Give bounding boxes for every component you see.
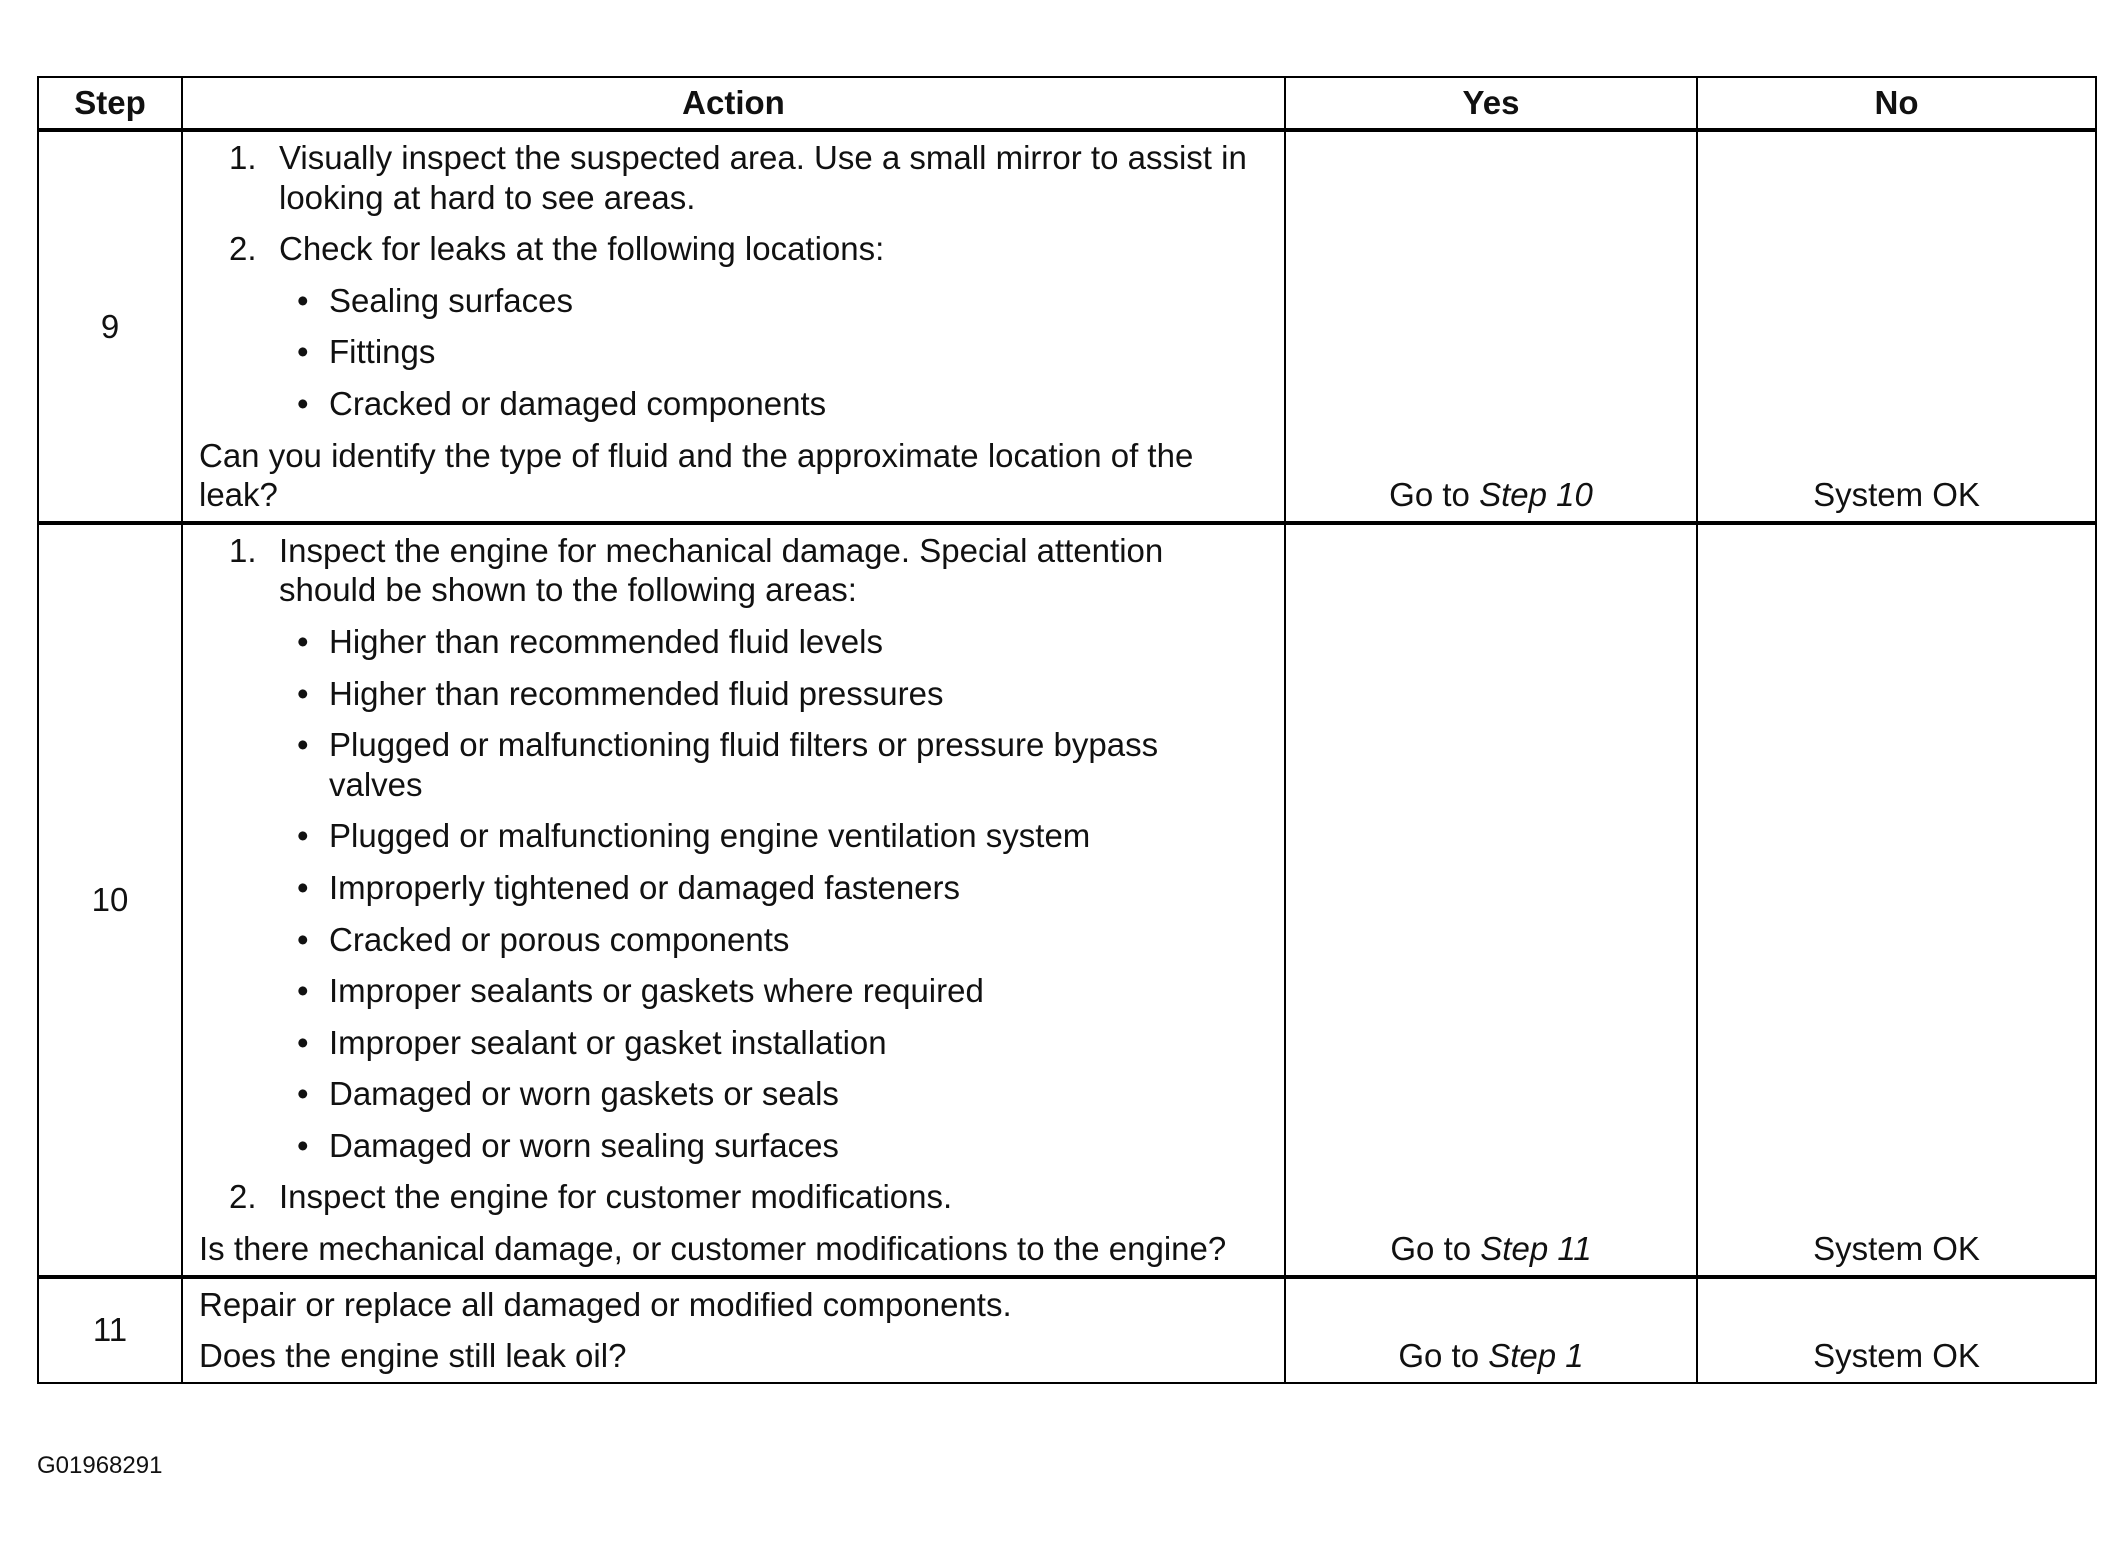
bullet-item (199, 1023, 1260, 1063)
bullet-icon: • (297, 1023, 309, 1061)
yes-step-link[interactable]: Step 11 (1480, 1230, 1592, 1268)
bullet-icon: • (297, 726, 309, 764)
bullet-item (199, 1126, 1260, 1166)
bullet-icon: • (297, 674, 309, 712)
yes-step-link[interactable]: Step 10 (1479, 476, 1593, 514)
no-cell: System OK (1697, 1277, 2096, 1383)
numbered-item (199, 229, 1260, 269)
bullet-text: Cracked or porous components (329, 920, 790, 958)
header-action: Action (182, 77, 1285, 130)
bullet-icon: • (297, 622, 309, 660)
bullet-item (199, 332, 1260, 372)
bullet-item (199, 674, 1260, 714)
bullet-item (199, 920, 1260, 960)
bullet-text: Improper sealants or gaskets where required (329, 972, 984, 1010)
bullet-item (199, 622, 1260, 662)
yes-prefix: Go to (1398, 1337, 1489, 1375)
bullet-item (199, 725, 1260, 804)
bullet-icon: • (297, 333, 309, 371)
bullet-text: Improper sealant or gasket installation (329, 1023, 887, 1061)
table-row-step-11 (38, 1277, 2096, 1383)
bullet-text: Plugged or malfunctioning fluid filters or pressure bypass valves (329, 726, 1159, 803)
bullet-text: Improperly tightened or damaged fasteners (329, 868, 961, 906)
header-row (38, 77, 2096, 130)
bullet-text: Sealing surfaces (329, 281, 573, 319)
yes-cell (1285, 130, 1697, 523)
bullet-icon: • (297, 1126, 309, 1164)
bullet-icon: • (297, 384, 309, 422)
bullet-item (199, 384, 1260, 424)
bullet-item (199, 1074, 1260, 1114)
bullet-item (199, 816, 1260, 856)
question-text: Is there mechanical damage, or customer modifications to the engine? (199, 1230, 1227, 1268)
item-number: 1. (229, 531, 257, 569)
yes-cell (1285, 1277, 1697, 1383)
bullet-icon: • (297, 1075, 309, 1113)
question-text: Can you identify the type of fluid and the approximate location of the leak? (199, 436, 1194, 514)
header-no: No (1697, 77, 2096, 130)
item-number: 1. (229, 139, 257, 176)
question-text: Does the engine still leak oil? (199, 1337, 627, 1375)
action-cell (182, 523, 1285, 1277)
yes-prefix: Go to (1389, 476, 1480, 514)
header-yes: Yes (1285, 77, 1697, 130)
numbered-item (199, 531, 1260, 610)
bullet-text: Cracked or damaged components (329, 384, 827, 422)
yes-prefix: Go to (1390, 1230, 1481, 1268)
item-text: Inspect the engine for mechanical damage. Special attention should be shown to the following areas: (279, 531, 1164, 609)
bullet-item (199, 281, 1260, 321)
action-cell (182, 130, 1285, 523)
step-number: 10 (38, 523, 182, 1277)
bullet-text: Plugged or malfunctioning engine ventilation system (329, 817, 1091, 855)
bullet-item (199, 971, 1260, 1011)
table-row-step-10 (38, 523, 2096, 1277)
no-cell: System OK (1697, 130, 2096, 523)
numbered-item (199, 138, 1260, 217)
step-number: 11 (38, 1277, 182, 1383)
bullet-icon: • (297, 920, 309, 958)
action-cell (182, 1277, 1285, 1383)
action-text: Repair or replace all damaged or modified components. (199, 1285, 1012, 1323)
item-number: 2. (229, 1178, 257, 1216)
item-text: Check for leaks at the following locations: (279, 230, 885, 268)
item-text: Visually inspect the suspected area. Use a small mirror to assist in looking at hard to see areas. (279, 139, 1247, 216)
item-number: 2. (229, 230, 257, 268)
bullet-text: Higher than recommended fluid levels (329, 622, 883, 660)
table-row-step-9 (38, 130, 2096, 523)
bullet-text: Damaged or worn sealing surfaces (329, 1126, 839, 1164)
bullet-item (199, 868, 1260, 908)
item-text: Inspect the engine for customer modifications. (279, 1178, 953, 1216)
numbered-item (199, 1177, 1260, 1217)
bullet-text: Damaged or worn gaskets or seals (329, 1075, 839, 1113)
figure-id: G01968291 (37, 1452, 163, 1479)
bullet-icon: • (297, 868, 309, 906)
bullet-text: Fittings (329, 333, 436, 371)
step-number: 9 (38, 130, 182, 523)
yes-step-link[interactable]: Step 1 (1488, 1337, 1584, 1375)
no-cell: System OK (1697, 523, 2096, 1277)
yes-cell (1285, 523, 1697, 1277)
header-step: Step (38, 77, 182, 130)
diagnostic-table (37, 76, 2097, 1384)
bullet-text: Higher than recommended fluid pressures (329, 674, 944, 712)
bullet-icon: • (297, 817, 309, 855)
bullet-icon: • (297, 281, 309, 319)
bullet-icon: • (297, 972, 309, 1010)
